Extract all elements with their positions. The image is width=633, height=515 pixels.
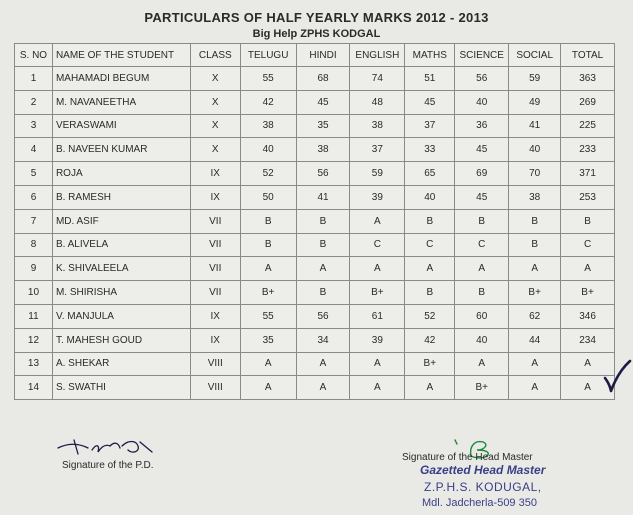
- maths-cell: 45: [405, 90, 455, 114]
- total-cell: 371: [561, 162, 615, 186]
- class-cell: X: [190, 90, 240, 114]
- checkmark-icon: [602, 358, 632, 394]
- table-row: [15, 281, 615, 305]
- total-cell: C: [561, 233, 615, 257]
- class-cell: X: [190, 67, 240, 91]
- science-cell: A: [455, 257, 509, 281]
- maths-cell: B+: [405, 352, 455, 376]
- social-cell: 38: [509, 185, 561, 209]
- science-cell: 36: [455, 114, 509, 138]
- column-header: TELUGU: [240, 44, 296, 67]
- social-cell: A: [509, 376, 561, 400]
- total-cell: 253: [561, 185, 615, 209]
- telugu-cell: B: [240, 233, 296, 257]
- english-cell: 48: [350, 90, 405, 114]
- class-cell: X: [190, 114, 240, 138]
- maths-cell: 65: [405, 162, 455, 186]
- serial-number-cell: 8: [15, 233, 53, 257]
- column-header: CLASS: [190, 44, 240, 67]
- student-name-cell: MAHAMADI BEGUM: [52, 67, 190, 91]
- serial-number-cell: 14: [15, 376, 53, 400]
- hindi-cell: 56: [296, 162, 350, 186]
- science-cell: 45: [455, 138, 509, 162]
- class-cell: VII: [190, 209, 240, 233]
- english-cell: A: [350, 257, 405, 281]
- social-cell: 40: [509, 138, 561, 162]
- table-row: [15, 233, 615, 257]
- english-cell: 37: [350, 138, 405, 162]
- telugu-cell: B: [240, 209, 296, 233]
- serial-number-cell: 1: [15, 67, 53, 91]
- total-cell: B: [561, 209, 615, 233]
- science-cell: 56: [455, 67, 509, 91]
- maths-cell: A: [405, 257, 455, 281]
- serial-number-cell: 11: [15, 304, 53, 328]
- social-cell: B: [509, 233, 561, 257]
- science-cell: B+: [455, 376, 509, 400]
- total-cell: 269: [561, 90, 615, 114]
- hindi-cell: B: [296, 209, 350, 233]
- table-row: [15, 138, 615, 162]
- student-name-cell: B. NAVEEN KUMAR: [52, 138, 190, 162]
- student-name-cell: ROJA: [52, 162, 190, 186]
- serial-number-cell: 9: [15, 257, 53, 281]
- serial-number-cell: 2: [15, 90, 53, 114]
- class-cell: VII: [190, 281, 240, 305]
- social-cell: A: [509, 257, 561, 281]
- stamp-address: Mdl. Jadcherla-509 350: [422, 497, 537, 509]
- table-row: [15, 67, 615, 91]
- column-header: TOTAL: [561, 44, 615, 67]
- social-cell: 44: [509, 328, 561, 352]
- english-cell: 74: [350, 67, 405, 91]
- total-cell: A: [561, 352, 615, 376]
- class-cell: IX: [190, 304, 240, 328]
- hindi-cell: 68: [296, 67, 350, 91]
- total-cell: 346: [561, 304, 615, 328]
- table-header-row: [15, 44, 615, 67]
- class-cell: X: [190, 138, 240, 162]
- total-cell: B+: [561, 281, 615, 305]
- social-cell: 59: [509, 67, 561, 91]
- marks-table: [14, 43, 615, 400]
- social-cell: 41: [509, 114, 561, 138]
- pd-signature-label: Signature of the P.D.: [62, 460, 154, 471]
- social-cell: 49: [509, 90, 561, 114]
- maths-cell: 40: [405, 185, 455, 209]
- english-cell: B+: [350, 281, 405, 305]
- science-cell: A: [455, 352, 509, 376]
- stamp-school: Z.P.H.S. KODUGAL,: [424, 480, 542, 494]
- pd-signature-icon: [52, 432, 162, 460]
- class-cell: IX: [190, 162, 240, 186]
- table-row: [15, 114, 615, 138]
- hindi-cell: 34: [296, 328, 350, 352]
- english-cell: 61: [350, 304, 405, 328]
- table-row: [15, 376, 615, 400]
- social-cell: 62: [509, 304, 561, 328]
- maths-cell: B: [405, 209, 455, 233]
- stamp-title: Gazetted Head Master: [420, 463, 546, 477]
- science-cell: B: [455, 209, 509, 233]
- student-name-cell: V. MANJULA: [52, 304, 190, 328]
- social-cell: B+: [509, 281, 561, 305]
- total-cell: A: [561, 376, 615, 400]
- student-name-cell: S. SWATHI: [52, 376, 190, 400]
- maths-cell: A: [405, 376, 455, 400]
- student-name-cell: VERASWAMI: [52, 114, 190, 138]
- hindi-cell: 38: [296, 138, 350, 162]
- hindi-cell: 41: [296, 185, 350, 209]
- total-cell: A: [561, 257, 615, 281]
- english-cell: A: [350, 209, 405, 233]
- science-cell: B: [455, 281, 509, 305]
- telugu-cell: 38: [240, 114, 296, 138]
- class-cell: VIII: [190, 352, 240, 376]
- maths-cell: 52: [405, 304, 455, 328]
- column-header: SOCIAL: [509, 44, 561, 67]
- school-name: Big Help ZPHS KODGAL: [252, 28, 381, 40]
- column-header: ENGLISH: [350, 44, 405, 67]
- maths-cell: C: [405, 233, 455, 257]
- student-name-cell: B. ALIVELA: [52, 233, 190, 257]
- hindi-cell: 45: [296, 90, 350, 114]
- english-cell: 38: [350, 114, 405, 138]
- class-cell: VII: [190, 257, 240, 281]
- class-cell: IX: [190, 328, 240, 352]
- serial-number-cell: 13: [15, 352, 53, 376]
- total-cell: 363: [561, 67, 615, 91]
- table-row: [15, 352, 615, 376]
- table-row: [15, 185, 615, 209]
- telugu-cell: 52: [240, 162, 296, 186]
- english-cell: 39: [350, 328, 405, 352]
- table-row: [15, 328, 615, 352]
- table-row: [15, 304, 615, 328]
- telugu-cell: B+: [240, 281, 296, 305]
- serial-number-cell: 12: [15, 328, 53, 352]
- english-cell: 59: [350, 162, 405, 186]
- science-cell: 45: [455, 185, 509, 209]
- class-cell: VIII: [190, 376, 240, 400]
- telugu-cell: A: [240, 352, 296, 376]
- telugu-cell: 50: [240, 185, 296, 209]
- science-cell: 60: [455, 304, 509, 328]
- student-name-cell: M. NAVANEETHA: [52, 90, 190, 114]
- document-title: PARTICULARS OF HALF YEARLY MARKS 2012 - 2013: [144, 10, 489, 25]
- english-cell: A: [350, 352, 405, 376]
- column-header: S. NO: [15, 44, 53, 67]
- english-cell: A: [350, 376, 405, 400]
- serial-number-cell: 7: [15, 209, 53, 233]
- science-cell: 40: [455, 90, 509, 114]
- telugu-cell: 35: [240, 328, 296, 352]
- science-cell: 40: [455, 328, 509, 352]
- hindi-cell: 56: [296, 304, 350, 328]
- hindi-cell: A: [296, 257, 350, 281]
- student-name-cell: B. RAMESH: [52, 185, 190, 209]
- hindi-cell: A: [296, 376, 350, 400]
- maths-cell: B: [405, 281, 455, 305]
- social-cell: A: [509, 352, 561, 376]
- total-cell: 234: [561, 328, 615, 352]
- serial-number-cell: 3: [15, 114, 53, 138]
- total-cell: 233: [561, 138, 615, 162]
- serial-number-cell: 5: [15, 162, 53, 186]
- serial-number-cell: 10: [15, 281, 53, 305]
- column-header: NAME OF THE STUDENT: [52, 44, 190, 67]
- maths-cell: 33: [405, 138, 455, 162]
- column-header: HINDI: [296, 44, 350, 67]
- table-body: [15, 67, 615, 400]
- social-cell: B: [509, 209, 561, 233]
- telugu-cell: A: [240, 257, 296, 281]
- column-header: MATHS: [405, 44, 455, 67]
- table-row: [15, 257, 615, 281]
- class-cell: VII: [190, 233, 240, 257]
- hindi-cell: 35: [296, 114, 350, 138]
- class-cell: IX: [190, 185, 240, 209]
- serial-number-cell: 4: [15, 138, 53, 162]
- telugu-cell: 55: [240, 67, 296, 91]
- hindi-cell: A: [296, 352, 350, 376]
- maths-cell: 42: [405, 328, 455, 352]
- telugu-cell: 42: [240, 90, 296, 114]
- table-row: [15, 90, 615, 114]
- table-row: [15, 209, 615, 233]
- head-master-signature-label: Signature of the Head Master: [402, 452, 533, 463]
- hindi-cell: B: [296, 233, 350, 257]
- column-header: SCIENCE: [455, 44, 509, 67]
- student-name-cell: M. SHIRISHA: [52, 281, 190, 305]
- serial-number-cell: 6: [15, 185, 53, 209]
- maths-cell: 51: [405, 67, 455, 91]
- social-cell: 70: [509, 162, 561, 186]
- science-cell: 69: [455, 162, 509, 186]
- english-cell: C: [350, 233, 405, 257]
- english-cell: 39: [350, 185, 405, 209]
- total-cell: 225: [561, 114, 615, 138]
- science-cell: C: [455, 233, 509, 257]
- table-row: [15, 162, 615, 186]
- student-name-cell: T. MAHESH GOUD: [52, 328, 190, 352]
- student-name-cell: A. SHEKAR: [52, 352, 190, 376]
- telugu-cell: 40: [240, 138, 296, 162]
- maths-cell: 37: [405, 114, 455, 138]
- student-name-cell: K. SHIVALEELA: [52, 257, 190, 281]
- telugu-cell: 55: [240, 304, 296, 328]
- telugu-cell: A: [240, 376, 296, 400]
- hindi-cell: B: [296, 281, 350, 305]
- student-name-cell: MD. ASIF: [52, 209, 190, 233]
